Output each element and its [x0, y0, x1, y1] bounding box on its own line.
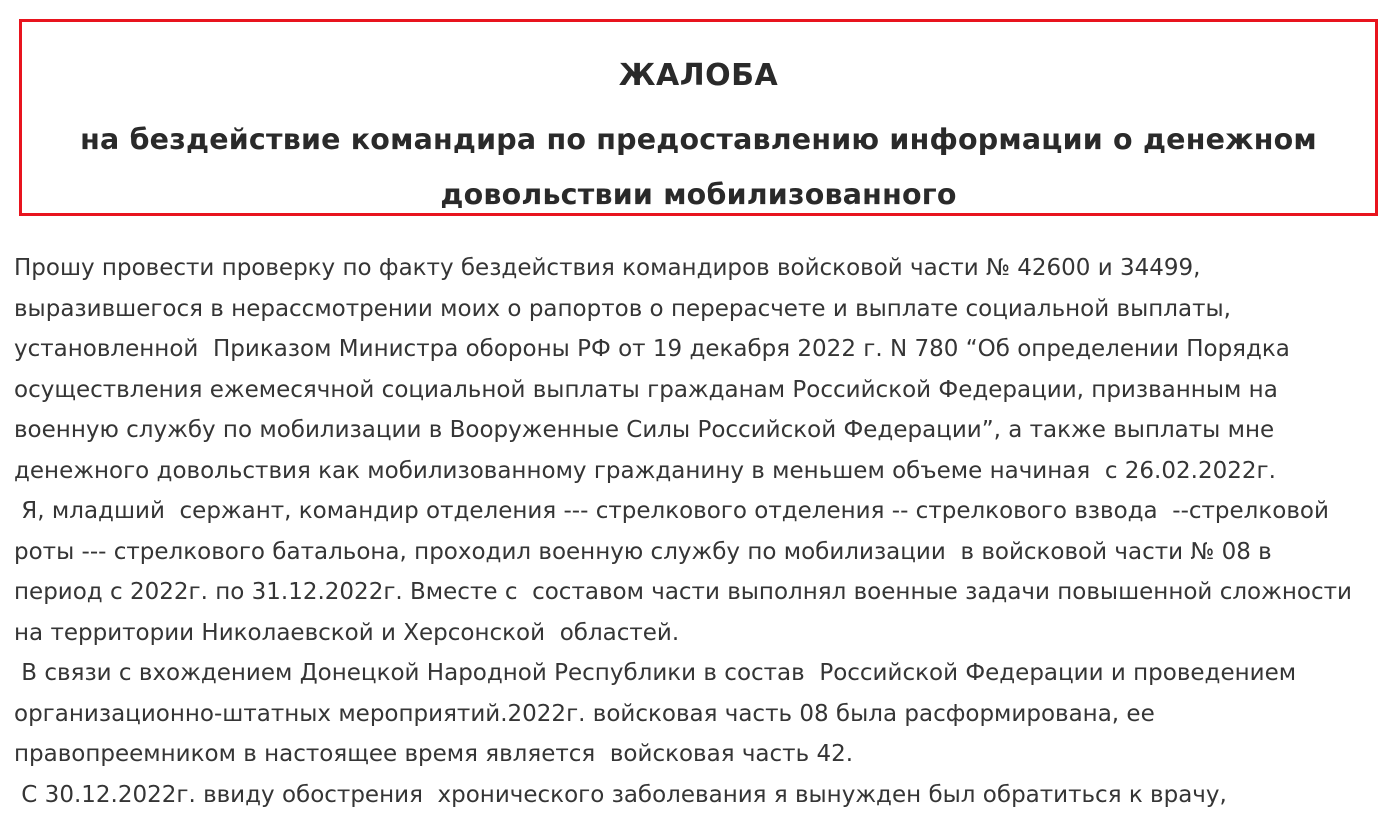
- body-line: осуществления ежемесячной социальной выплаты гражданам Российской Федерации, призванным на: [14, 376, 1278, 403]
- body-line: установленной Приказом Министра обороны РФ от 19 декабря 2022 г. N 780 “Об определении Порядка: [14, 336, 1290, 362]
- document-body: [14, 248, 1384, 815]
- body-line: выразившегося в нерассмотрении моих о рапортов о перерасчете и выплате социальной выплаты,: [14, 295, 1231, 322]
- body-line: Прошу провести проверку по факту бездействия командиров войсковой части № 42600 и 34499,: [14, 255, 1201, 281]
- body-line: период с 2022г. по 31.12.2022г. Вместе с составом части выполнял военные задачи повышенной сложности: [14, 579, 1352, 605]
- body-line: денежного довольствия как мобилизованному гражданину в меньшем объеме начиная с 26.02.2022г.: [14, 457, 1276, 484]
- body-line: военную службу по мобилизации в Вооруженные Силы Российской Федерации”, а также выплаты мне: [14, 417, 1275, 443]
- body-line: организационно-штатных мероприятий.2022г. войсковая часть 08 была расформирована, ее: [14, 700, 1155, 727]
- body-line: правопреемником в настоящее время является войсковая часть 42.: [14, 741, 854, 767]
- document-subtitle: [30, 112, 1367, 222]
- body-line: на территории Николаевской и Херсонской областей.: [14, 619, 680, 646]
- body-line: Я, младший сержант, командир отделения --- стрелкового отделения -- стрелкового взвода --стрелковой: [14, 498, 1329, 524]
- body-line: С 30.12.2022г. ввиду обострения хронического заболевания я вынужден был обратиться к врачу,: [14, 781, 1227, 808]
- body-line: В связи с вхождением Донецкой Народной Республики в состав Российской Федерации и проведением: [14, 660, 1297, 686]
- subtitle-line-2: довольствии мобилизованного: [440, 178, 957, 211]
- document-title: ЖАЛОБА: [618, 58, 779, 93]
- title-box: [19, 19, 1378, 216]
- subtitle-line-1: на бездействие командира по предоставлению информации о денежном: [80, 123, 1317, 156]
- body-line: роты --- стрелкового батальона, проходил военную службу по мобилизации в войсковой части № 08 в: [14, 538, 1272, 565]
